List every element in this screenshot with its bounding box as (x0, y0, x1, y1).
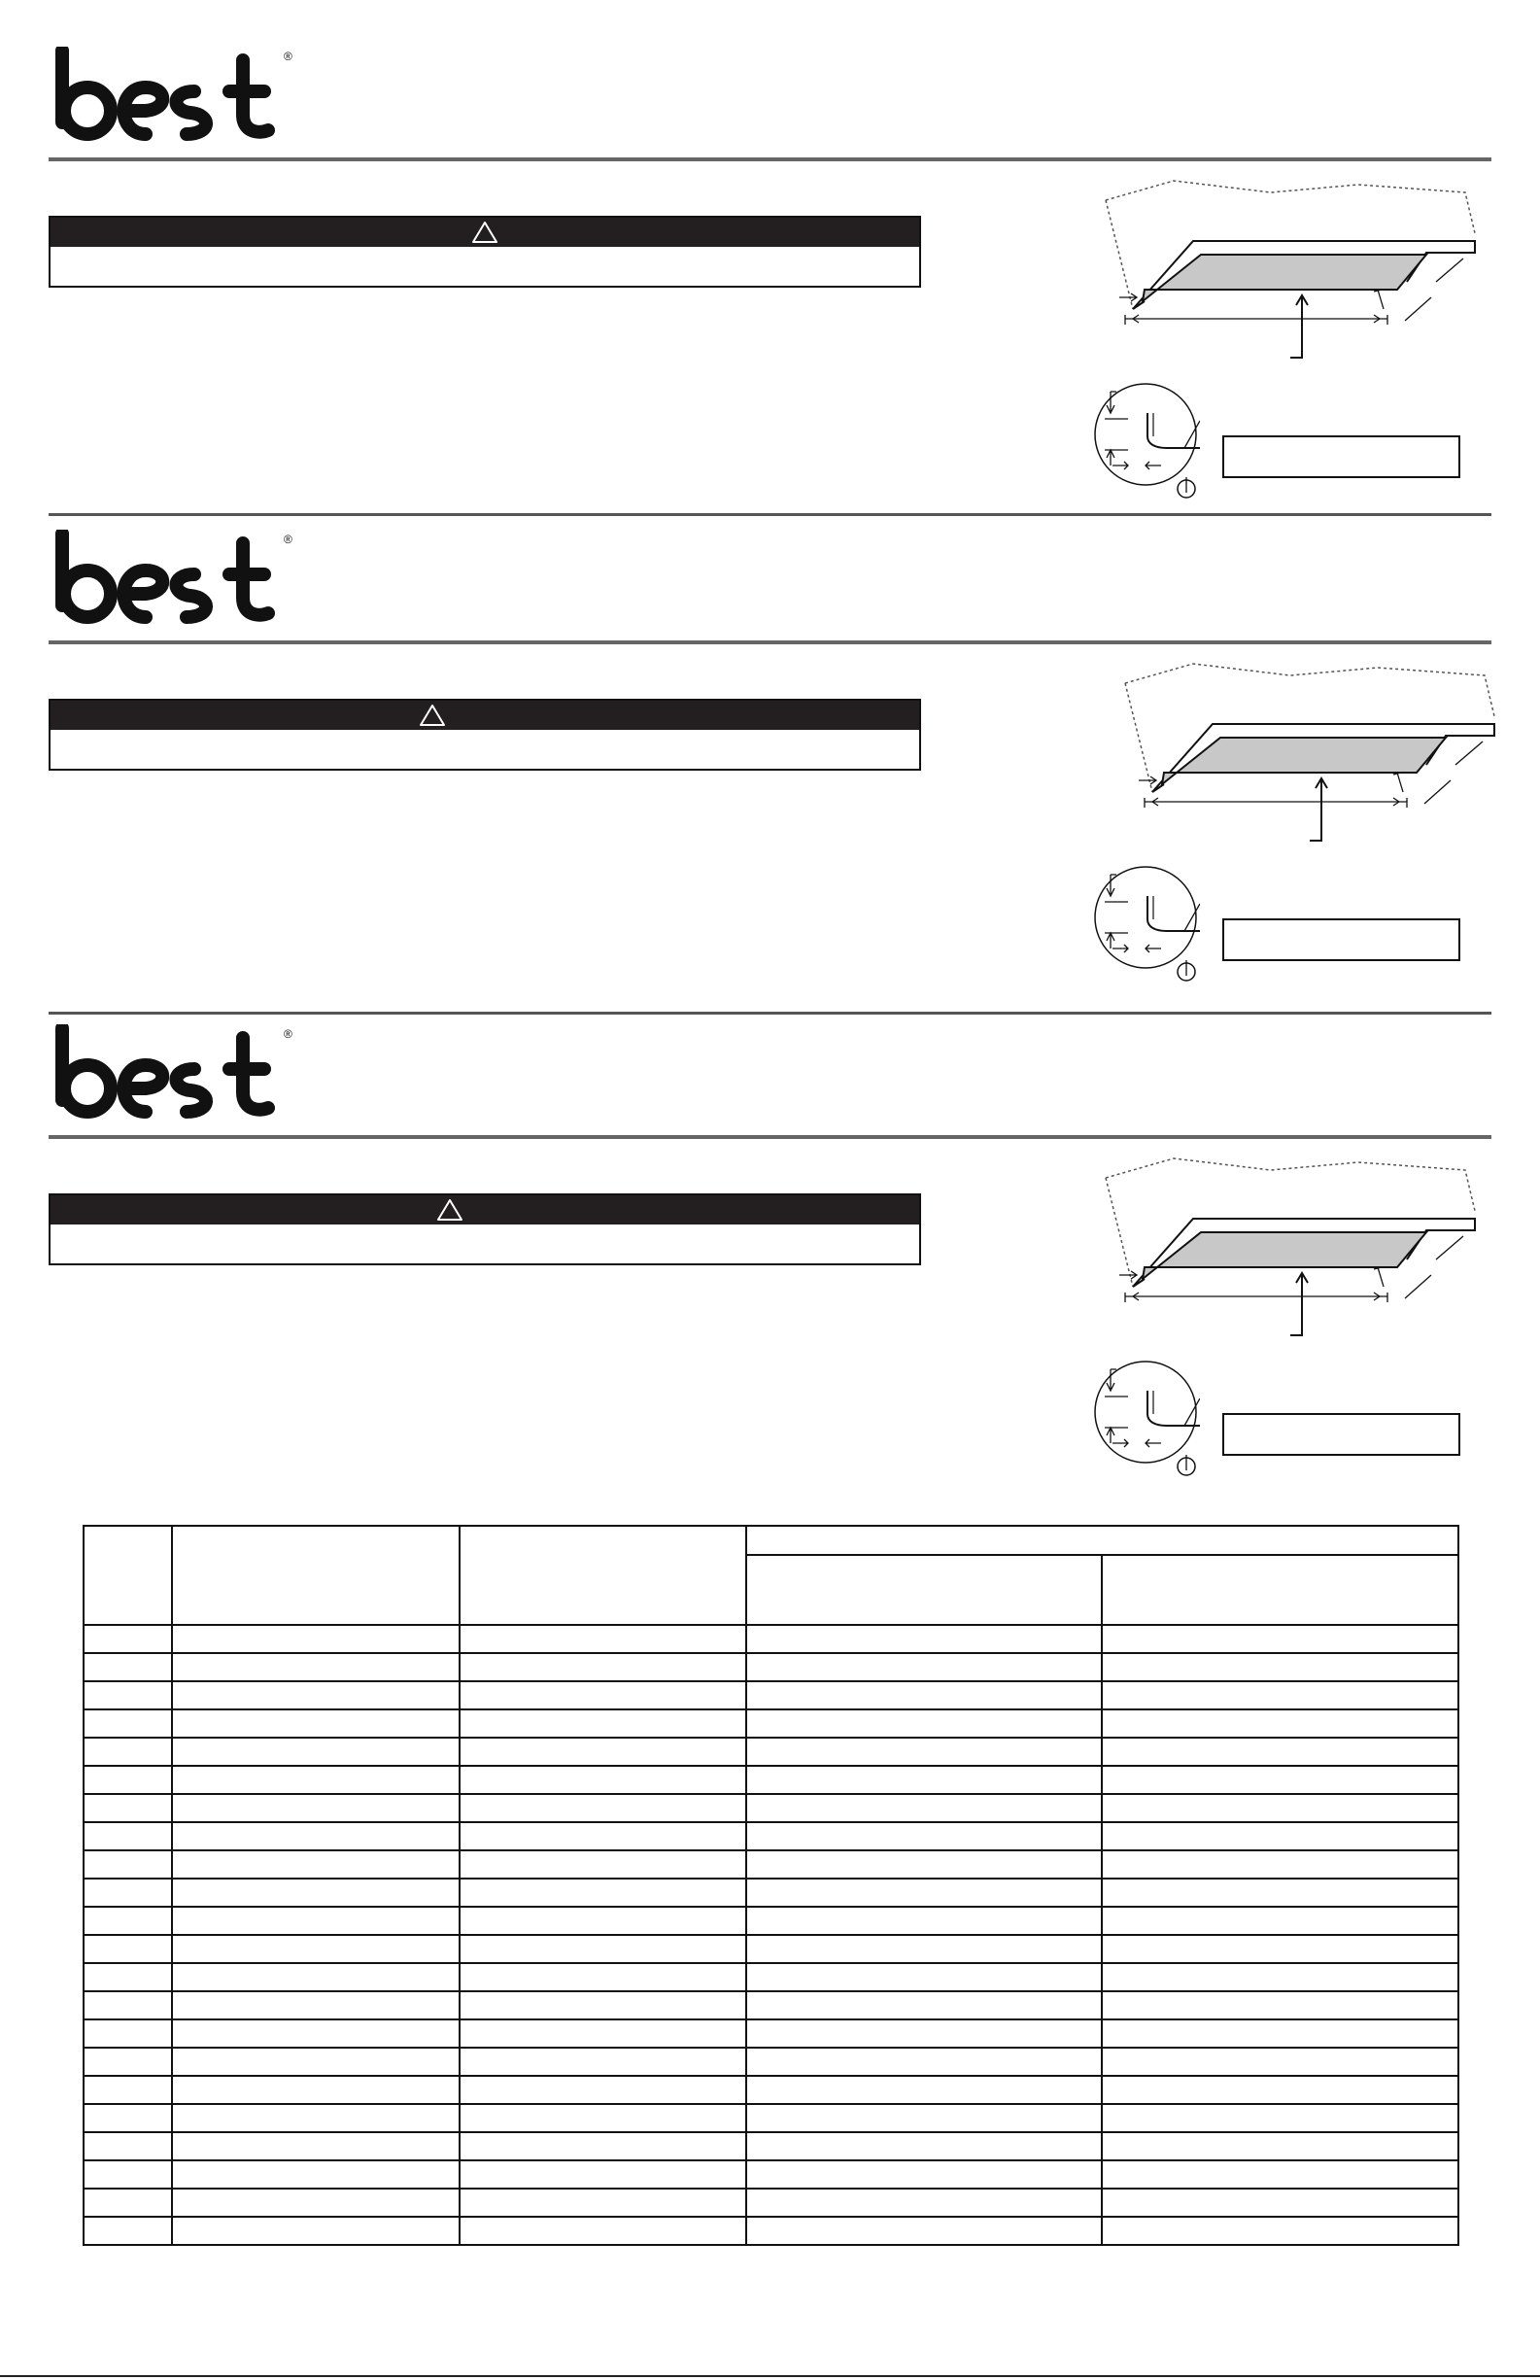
table-cell (1102, 1935, 1458, 1963)
door-bottom-figure (1115, 656, 1504, 845)
table-cell (460, 2104, 746, 2132)
table-cell (172, 1738, 460, 1766)
detail-note-box (1222, 918, 1460, 961)
table-cell (84, 1822, 172, 1850)
table-cell (172, 2160, 460, 2189)
table-cell (1102, 1738, 1458, 1766)
table-cell (1102, 1625, 1458, 1653)
table-row (84, 1935, 1458, 1963)
table-cell (746, 1879, 1102, 1907)
warning-bar (51, 218, 919, 247)
table-row (84, 2160, 1458, 2189)
edge-detail-figure (1093, 376, 1200, 499)
record-grid (83, 1525, 1459, 2246)
table-cell (84, 2217, 172, 2245)
door-bottom-figure (1096, 1151, 1485, 1340)
table-row (84, 2104, 1458, 2132)
detail-note-box (1222, 1413, 1460, 1456)
table-row (84, 2217, 1458, 2245)
table-cell (460, 2217, 746, 2245)
table-body (84, 1625, 1458, 2245)
table-cell (460, 1850, 746, 1879)
table-cell (84, 2048, 172, 2076)
table-cell (460, 1879, 746, 1907)
door-bottom-figure (1096, 173, 1485, 362)
table-row (84, 1907, 1458, 1935)
table-cell (460, 1907, 746, 1935)
table-cell (460, 2132, 746, 2160)
table-cell (84, 1681, 172, 1709)
table-cell (460, 1935, 746, 1963)
best-logo (49, 1024, 303, 1121)
table-cell (172, 1991, 460, 2019)
table-cell (84, 1709, 172, 1738)
table-cell (1102, 1681, 1458, 1709)
table-row (84, 2076, 1458, 2104)
registered-mark: ® (284, 1027, 292, 1041)
table-row (84, 2048, 1458, 2076)
table-cell (746, 1625, 1102, 1653)
table-cell (84, 1935, 172, 1963)
table-cell (172, 1879, 460, 1907)
table-cell (746, 1907, 1102, 1935)
table-cell (746, 2217, 1102, 2245)
installation-section-1 (0, 0, 1540, 491)
warning-bar (51, 701, 919, 730)
table-cell (1102, 1709, 1458, 1738)
table-row (84, 1963, 1458, 1991)
table-row (84, 2019, 1458, 2048)
table-cell (1102, 1991, 1458, 2019)
header-rule (49, 157, 1491, 161)
table-cell (460, 2076, 746, 2104)
edge-detail-figure (1093, 859, 1200, 982)
table-cell (172, 1794, 460, 1822)
table-cell (460, 1681, 746, 1709)
table-cell (1102, 1963, 1458, 1991)
table-group-header (746, 1526, 1458, 1555)
table-cell (84, 1794, 172, 1822)
table-cell (1102, 2048, 1458, 2076)
table-cell (1102, 2160, 1458, 2189)
table-cell (84, 1879, 172, 1907)
table-cell (460, 1794, 746, 1822)
header-rule (49, 640, 1491, 644)
table-cell (746, 1738, 1102, 1766)
table-cell (460, 2048, 746, 2076)
table-cell (746, 2160, 1102, 2189)
table-row (84, 1879, 1458, 1907)
best-logo (49, 47, 303, 144)
table-cell (460, 1822, 746, 1850)
table-cell (84, 1653, 172, 1681)
table-cell (84, 2132, 172, 2160)
table-cell (84, 1625, 172, 1653)
table-row (84, 1766, 1458, 1794)
table-cell (460, 1991, 746, 2019)
table-cell (1102, 2217, 1458, 2245)
table-cell (84, 1907, 172, 1935)
best-logo (49, 530, 303, 627)
table-cell (172, 1681, 460, 1709)
table-cell (1102, 1653, 1458, 1681)
table-cell (84, 1963, 172, 1991)
record-table (83, 1525, 1457, 2246)
table-cell (460, 2019, 746, 2048)
table-cell (172, 1766, 460, 1794)
table-cell (746, 2189, 1102, 2217)
table-row (84, 1738, 1458, 1766)
table-cell (460, 1625, 746, 1653)
table-cell (84, 2189, 172, 2217)
table-cell (460, 1653, 746, 1681)
registered-mark: ® (284, 50, 292, 63)
table-subheader-cell (746, 1555, 1102, 1625)
table-cell (172, 1653, 460, 1681)
table-cell (172, 2019, 460, 2048)
table-cell (746, 1709, 1102, 1738)
table-cell (746, 2019, 1102, 2048)
table-row (84, 1625, 1458, 1653)
table-cell (460, 1709, 746, 1738)
warning-bar (51, 1195, 919, 1224)
table-row (84, 1653, 1458, 1681)
table-row (84, 1850, 1458, 1879)
table-header-cell (84, 1526, 172, 1625)
edge-detail-figure (1093, 1354, 1200, 1476)
table-cell (172, 1709, 460, 1738)
table-cell (1102, 2189, 1458, 2217)
table-row (84, 1709, 1458, 1738)
table-row (84, 2132, 1458, 2160)
table-cell (746, 2076, 1102, 2104)
table-cell (172, 1907, 460, 1935)
table-cell (84, 1766, 172, 1794)
table-subheader-cell (1102, 1555, 1458, 1625)
header-rule (49, 1135, 1491, 1139)
registered-mark: ® (284, 533, 292, 546)
table-cell (84, 1850, 172, 1879)
table-cell (1102, 1822, 1458, 1850)
installation-section-3 (0, 978, 1540, 1468)
table-header-cell (172, 1526, 460, 1625)
table-cell (1102, 2132, 1458, 2160)
table-row (84, 2189, 1458, 2217)
table-cell (172, 2076, 460, 2104)
table-cell (746, 1991, 1102, 2019)
footer-rule (0, 2375, 1540, 2377)
table-cell (172, 2132, 460, 2160)
table-cell (746, 2048, 1102, 2076)
table-row (84, 1991, 1458, 2019)
warning-triangle-icon (471, 221, 498, 244)
table-header-cell (460, 1526, 746, 1625)
table-cell (172, 2189, 460, 2217)
warning-triangle-icon (436, 1198, 463, 1222)
table-cell (172, 2048, 460, 2076)
table-cell (172, 1850, 460, 1879)
table-cell (84, 2104, 172, 2132)
table-cell (84, 1991, 172, 2019)
table-cell (1102, 2104, 1458, 2132)
table-cell (84, 1738, 172, 1766)
table-cell (746, 2132, 1102, 2160)
table-cell (1102, 1766, 1458, 1794)
table-cell (746, 1850, 1102, 1879)
table-cell (172, 2104, 460, 2132)
table-cell (1102, 2076, 1458, 2104)
table-cell (1102, 1850, 1458, 1879)
table-row (84, 1794, 1458, 1822)
table-cell (1102, 2019, 1458, 2048)
warning-triangle-icon (419, 704, 446, 727)
table-cell (172, 1822, 460, 1850)
table-cell (746, 1935, 1102, 1963)
table-cell (84, 2160, 172, 2189)
table-cell (172, 1963, 460, 1991)
table-cell (460, 1738, 746, 1766)
table-cell (172, 1935, 460, 1963)
table-cell (746, 1766, 1102, 1794)
table-cell (746, 1653, 1102, 1681)
table-cell (746, 1822, 1102, 1850)
table-cell (1102, 1879, 1458, 1907)
table-cell (460, 1963, 746, 1991)
table-cell (460, 1766, 746, 1794)
table-cell (84, 2076, 172, 2104)
table-row (84, 1822, 1458, 1850)
table-cell (1102, 1907, 1458, 1935)
table-cell (172, 2217, 460, 2245)
warning-box (49, 216, 921, 288)
table-row (84, 1681, 1458, 1709)
table-cell (172, 1625, 460, 1653)
table-cell (460, 2160, 746, 2189)
installation-section-2 (0, 483, 1540, 974)
table-cell (746, 2104, 1102, 2132)
table-cell (1102, 1794, 1458, 1822)
table-cell (746, 1681, 1102, 1709)
warning-box (49, 699, 921, 771)
warning-box (49, 1193, 921, 1265)
table-cell (746, 1794, 1102, 1822)
detail-note-box (1222, 435, 1460, 478)
table-cell (460, 2189, 746, 2217)
table-cell (84, 2019, 172, 2048)
table-cell (746, 1963, 1102, 1991)
